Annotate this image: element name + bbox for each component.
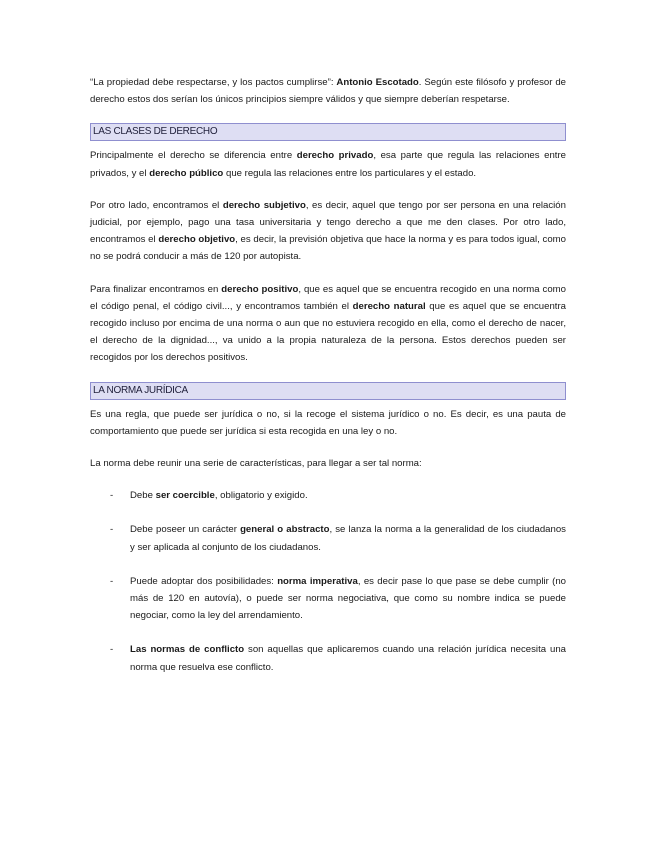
section-heading-norma: LA NORMA JURÍDICA [90,382,566,400]
quote-text: “La propiedad debe respectarse, y los pactos cumplirse”: [90,77,337,88]
paragraph-norma-definicion: Es una regla, que puede ser jurídica o no, si la recoge el sistema jurídico o no. Es decir, es una pauta de comportamiento que puede ser jurídica si esta recogida en una ley o no. [90,408,566,437]
list-item [90,487,566,504]
text: que es aquel que se encuentra recogido incluso por encima de una norma o aun que no estuviera recogido en ella, como el derecho de nacer, el derecho de la dignidad..., va unido a la propia naturaleza de la persona. Estos derechos pueden ser recogidos por los derechos positivos. [90,300,566,364]
text: Por otro lado, encontramos el [90,199,223,211]
paragraph-privado-publico [90,147,566,181]
dash-bullet: - [110,524,114,536]
list-item [90,521,566,555]
paragraph-positivo-natural [90,281,566,367]
text: , esa parte que regula las relaciones entre privados, y el [90,150,567,179]
term-derecho-positivo: derecho positivo [221,283,299,295]
text: , es decir, aquel que tengo por ser persona en una relación judicial, por ejemplo, pago una tasa universitaria y tengo derecho a que me den clases. Por otro lado, encontramos el [90,199,566,246]
term-general-abstracto: general o abstracto [240,524,330,536]
paragraph-subjetivo-objetivo [90,197,566,266]
text: Puede adoptar dos posibilidades: [130,575,278,587]
intro-paragraph [90,74,566,108]
text: Debe poseer un carácter [130,524,241,536]
text: , que es aquel que se encuentra recogido en una norma como el código penal, el código civil..., y encontramos también el [90,283,567,312]
section-heading-clases: LAS CLASES DE DERECHO [90,123,566,141]
text: Para finalizar encontramos en [90,283,222,295]
term-coercible: ser coercible [155,490,215,502]
text: son aquellas que aplicaremos cuando una relación jurídica necesita una norma que resuelva ese conflicto. [130,644,566,673]
text: , obligatorio y exigido. [214,490,308,502]
term-derecho-natural: derecho natural [352,300,426,312]
text: , es decir pase lo que pase se debe cumplir (no más de 120 en autovía), o puede ser norma negociativa, que como su nombre indica se puede negociar, como la ley del arrendamiento. [130,575,566,622]
document-body [90,74,566,693]
intro-rest: . Según este filósofo y profesor de derecho estos dos serían los únicos principios siempre válidos y que siempre deberían respetarse. [90,77,567,106]
term-normas-conflicto: Las normas de conflicto [130,644,245,656]
dash-bullet: - [110,575,114,587]
quote-author: Antonio Escotado [336,77,419,88]
text: Principalmente el derecho se diferencia entre [90,150,297,162]
term-derecho-privado: derecho privado [296,150,374,162]
term-derecho-subjetivo: derecho subjetivo [222,199,306,211]
dash-bullet: - [110,644,114,656]
term-norma-imperativa: norma imperativa [277,575,358,587]
dash-bullet: - [110,490,114,502]
characteristics-list [90,487,566,676]
term-derecho-objetivo: derecho objetivo [158,234,236,246]
term-derecho-publico: derecho público [149,167,224,179]
list-item [90,573,566,625]
text: , se lanza la norma a la generalidad de los ciudadanos y ser aplicada al conjunto de los ciudadanos. [130,524,566,553]
text: , es decir, la previsión objetiva que hace la norma y es para todos igual, como no se podrá conducir a más de 120 por autopista. [90,234,566,263]
list-item [90,641,566,675]
paragraph-norma-caracteristicas: La norma debe reunir una serie de características, para llegar a ser tal norma: [90,458,422,470]
text: Debe [130,490,156,502]
text: que regula las relaciones entre los particulares y el estado. [223,167,477,179]
